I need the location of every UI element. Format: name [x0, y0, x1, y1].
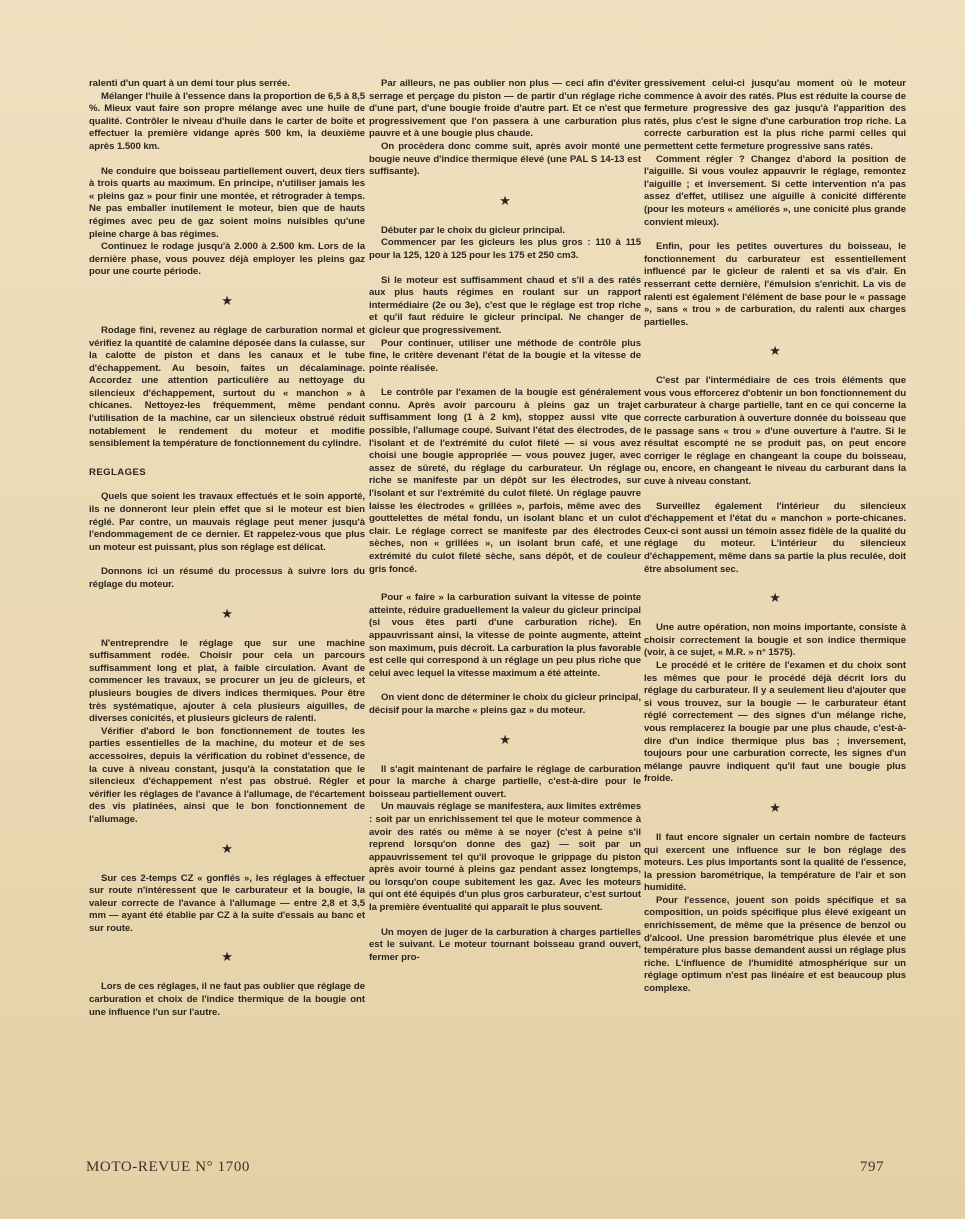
paragraph: Débuter par le choix du gicleur principal. — [381, 224, 565, 236]
footer-page-number: 797 — [860, 1159, 884, 1175]
paragraph: Rodage fini, revenez au réglage de carburation normal et vérifiez la quantité de calamine déposée dans la culasse, sur la calotte de piston et dans les canaux et le tube d'échappement. Au besoin, faites un décalaminage. Accordez une attention particulière au nettoyage du silencieux d'échappement, surtout du « manchon » à chicanes. Nettoyez-les fréquemment, même pendant l'utilisation de la machine, car un silencieux obstrué réduit notablement le rendement du moteur et modifie sensiblement la température de fonctionnement du cylindre. — [89, 324, 365, 450]
paragraph-spacer — [369, 375, 641, 387]
paragraph: Donnons ici un résumé du processus à suivre lors du réglage du moteur. — [89, 566, 365, 590]
star-separator-icon: ★ — [499, 192, 511, 208]
paragraph: Lors de ces réglages, il ne faut pas oublier que réglage de carburation et choix de l'indice thermique de la bougie ont une influence l'un sur l'autre. — [89, 981, 365, 1018]
paragraph: Une autre opération, non moins importante, consiste à choisir correctement la bougie et son indice thermique (voir, à ce sujet, « M.R. » n° 1575). — [644, 622, 906, 659]
paragraph: Ne conduire que boisseau partiellement ouvert, deux tiers à trois quarts au maximum. En principe, n'utiliser jamais les « pleins gaz » pour finir une montée, et rétrograder à temps. Ne pas emballer inutilement le moteur, bien que de hauts régimes avec peu de gaz soient moins nuisibles qu'une pleine charge à bas régimes. — [89, 165, 365, 240]
paragraph: Continuez le rodage jusqu'à 2.000 à 2.500 km. Lors de la dernière phase, vous pouvez déjà employer les pleins gaz pour une courte période. — [89, 241, 365, 278]
paragraph-spacer — [644, 489, 906, 501]
paragraph-spacer — [644, 229, 906, 241]
paragraph: Mélanger l'huile à l'essence dans la proportion de 6,5 à 8,5 %. Mieux vaut faire son propre mélange avec une huile de qualité. Contrôler le niveau d'huile dans le carter de boîte et effectuer la première vidange après 500 km, la deuxième après 1.500 km. — [89, 90, 365, 152]
star-separator-icon: ★ — [769, 799, 781, 815]
paragraph: Sur ces 2-temps CZ « gonflés », les réglages à effectuer sur route n'intéressent que le carburateur et la bougie, la valeur correcte de l'avance à l'allumage — entre 2,8 et 3,5 mm — ayant été établie par CZ à la suite d'essais au banc et sur route. — [89, 872, 365, 934]
paragraph-spacer — [89, 479, 365, 491]
paragraph: Un moyen de juger de la carburation à charges partielles est le suivant. Le moteur tournant boisseau grand ouvert, fermer pro- — [369, 926, 641, 963]
paragraph: Le contrôle par l'examen de la bougie est généralement connu. Après avoir parcouru à pleins gaz un trajet suffisamment long (1 à 2 km), stoppez aussi vite que possible, l'allumage coupé. Suivant l'état des électrodes, de l'isolant et de l'extrémité du culot fileté — si vous avez choisi une bougie appropriée — vous pouvez juger, avec assez de sûreté, du réglage du carburateur. Un réglage riche se manifeste par un dépôt sur les électrodes, sur l'isolant et sur l'extrémité du culot fileté. Un réglage pauvre laisse les électrodes « grillées », parfois, même avec des gouttelettes de métal fondu, un isolant blanc et un culot clair. Le réglage correct se manifeste par des électrodes sèches, non « grillées », un isolant brun café, et une extrémité du culot fileté sèche, sans dépôt, et de couleur gris foncé. — [369, 387, 641, 575]
star-separator-icon: ★ — [221, 949, 233, 965]
star-separator-icon: ★ — [769, 590, 781, 606]
paragraph-spacer — [369, 263, 641, 275]
text-column-3 — [644, 78, 906, 996]
paragraph: Par ailleurs, ne pas oublier non plus — ceci afin d'éviter serrage et perçage du piston — de partir d'un réglage riche d'une part, d'une bougie froide d'autre part. Et ce n'est que progressivement que l'on passera à une carburation plus pauvre et à une bougie plus chaude. — [369, 78, 641, 140]
paragraph: Surveillez également l'intérieur du silencieux d'échappement et l'état du « manchon » porte-chicanes. Ceux-ci sont aussi un témoin assez fidèle de la qualité du réglage du moteur. L'intérieur du silencieux d'échappement, même dans sa partie la plus reculée, doit être absolument sec. — [644, 500, 906, 575]
paragraph: Comment régler ? Changez d'abord la position de l'aiguille. Si vous voulez appauvrir le réglage, remontez l'aiguille ; et inversement. Si cette intervention n'a pas assez d'effet, utilisez une aiguille à conicité différente (pour les moteurs « améliorés », une conicité plus grande convient mieux). — [644, 153, 906, 228]
paragraph: On vient donc de déterminer le choix du gicleur principal, décisif pour la marche « pleins gaz » du moteur. — [369, 692, 641, 716]
paragraph: Il s'agit maintenant de parfaire le réglage de carburation pour la marche à charge partielle, c'est-à-dire pour le boisseau partiellement ouvert. — [369, 763, 641, 800]
paragraph: ralenti d'un quart à un demi tour plus serrée. — [89, 78, 290, 89]
paragraph: gressivement celui-ci jusqu'au moment où le moteur commence à avoir des ratés. Plus est réduite la course de fermeture progressive des gaz jusqu'à l'apparition des ratés, plus c'est le signe d'une carburation trop riche. La correcte carburation est la plus riche parmi celles qui permettent cette fermeture progressive sans ratés. — [644, 78, 906, 152]
paragraph: Un mauvais réglage se manifestera, aux limites extrêmes : soit par un enrichissement tel que le moteur commence à avoir des ratés ou même à se noyer (c'est à peine s'il reprend lorsqu'on donne des gaz) — soit par un appauvrissement tel qu'il provoque le grippage du piston après avoir tourné à pleins gaz pendant assez longtemps, ou lorsqu'on coupe subitement les gaz. Avec les moteurs qui ont été équipés d'un plus gros carburateur, c'est surtout la première éventualité qui apparaît le plus souvent. — [369, 801, 641, 914]
star-separator-icon: ★ — [769, 343, 781, 359]
paragraph: On procèdera donc comme suit, après avoir monté une bougie neuve d'indice thermique élevé (une PAL S 14-13 est suffisante). — [369, 140, 641, 178]
paragraph-spacer — [369, 915, 641, 927]
paragraph: C'est par l'intermédiaire de ces trois éléments que vous vous efforcerez d'obtenir un bon fonctionnement du carburateur à charge partielle, tant en ce qui concerne la correcte carburation à ouverture donnée du boisseau que le passage sans « trou » d'une ouverture à l'autre. Si le résultat escompté ne se produit pas, on peut encore corriger le réglage en changeant la coupe du boisseau, ou, encore, en changeant le niveau du carburant dans la cuve à niveau constant. — [644, 375, 906, 488]
text-column-2 — [369, 78, 641, 964]
paragraph-spacer — [89, 451, 365, 467]
paragraph-spacer — [89, 154, 365, 166]
paragraph: Il faut encore signaler un certain nombre de facteurs qui exercent une influence sur le bon réglage des moteurs. Les plus importants sont la qualité de l'essence, la pression barométrique, la température de l'air et son humidité. — [644, 831, 906, 894]
footer-magazine-issue: MOTO-REVUE N° 1700 — [86, 1159, 251, 1175]
paragraph-spacer — [369, 680, 641, 692]
paragraph-spacer — [89, 554, 365, 566]
paragraph: Pour continuer, utiliser une méthode de contrôle plus fine, le critère devenant l'état de la bougie et la vitesse de pointe réalisée. — [369, 337, 641, 374]
paragraph: Pour « faire » la carburation suivant la vitesse de pointe atteinte, réduire graduellement la valeur du gicleur principal (si vous êtes parti d'une carburation riche). En appauvrissant ainsi, la vitesse de pointe augmente, atteint son maximum, puis décroît. La carburation la plus favorable est celle qui correspond à un réglage un peu plus riche que celui avec lequel la vitesse maximum a été atteinte. — [369, 592, 641, 679]
star-separator-icon: ★ — [221, 840, 233, 856]
paragraph: Pour l'essence, jouent son poids spécifique et sa composition, un poids spécifique plus élevé exigeant un enrichissement, de même que la présence de benzol ou d'alcool. Une pression barométrique plus élevée et une température plus basse demandent aussi un réglage plus riche. L'influence de l'humidité atmosphérique sur un réglage optimum n'est pas linéaire et est beaucoup plus complexe. — [644, 894, 906, 995]
paragraph-spacer — [369, 576, 641, 592]
paragraph: Le procédé et le critère de l'examen et du choix sont les mêmes que pour le procédé déjà décrit lors du réglage du carburateur. Il y a seulement lieu d'ajouter que si vous trouvez, sur la bougie — le carburateur étant réglé correctement — des signes d'un mélange riche, vous remplacerez la bougie par une plus chaude, c'est-à-dire d'un indice thermique plus bas ; inversement, toujours pour une carburation correcte, les signes d'un mélange pauvre indiquent qu'il faut une bougie plus froide. — [644, 659, 906, 785]
paragraph: Commencer par les gicleurs les plus gros : 110 à 115 pour la 125, 120 à 125 pour les 175 et 250 cm3. — [369, 237, 641, 261]
paragraph: Enfin, pour les petites ouvertures du boisseau, le fonctionnement du carburateur est essentiellement influencé par le gicleur de ralenti et sa vis d'air. En resserrant cette dernière, l'émulsion s'enrichit. La vis de ralenti est également l'élément de base pour le « passage », sans « trou » de carburation, du ralenti aux charges partielles. — [644, 241, 906, 328]
text-column-1 — [89, 78, 365, 1019]
section-heading: REGLAGES — [89, 466, 147, 478]
star-separator-icon: ★ — [221, 605, 233, 621]
paragraph: Si le moteur est suffisamment chaud et s'il a des ratés aux plus hauts régimes en roulant sur un rapport intermédiaire (2e ou 3e), c'est que le réglage est trop riche et qu'il faut réduire le gicleur principal. Ne changer de gicleur que progressivement. — [369, 274, 641, 336]
paragraph: Vérifier d'abord le bon fonctionnement de toutes les parties essentielles de la machine, du moteur et de ses accessoires, depuis la vérification du robinet d'essence, de la cuve à niveau constant, jusqu'à la constatation que le silencieux d'échappement n'est pas obstrué. Régler et vérifier les réglages de l'avance à l'allumage, de l'écartement des vis platinées, ainsi que le bon fonctionnement de l'allumage. — [89, 725, 365, 825]
paragraph: Quels que soient les travaux effectués et le soin apporté, ils ne donneront leur plein effet que si le moteur est bien réglé. Par contre, un mauvais réglage peut mener jusqu'à l'endommagement de ce dernier. Et rappelez-vous que plus un moteur est puissant, plus son réglage est délicat. — [89, 491, 365, 553]
star-separator-icon: ★ — [499, 731, 511, 747]
star-separator-icon: ★ — [221, 292, 233, 308]
paragraph: N'entreprendre le réglage que sur une machine suffisamment rodée. Choisir pour cela un parcours suffisamment long et plat, à faible circulation. Avant de commencer les travaux, se procurer un jeu de gicleurs, et plusieurs bougies de divers indices thermiques. Pour être très systématique, ajouter à cela plusieurs aiguilles, de diverses conicités, et plusieurs gicleurs de ralenti. — [89, 637, 365, 725]
